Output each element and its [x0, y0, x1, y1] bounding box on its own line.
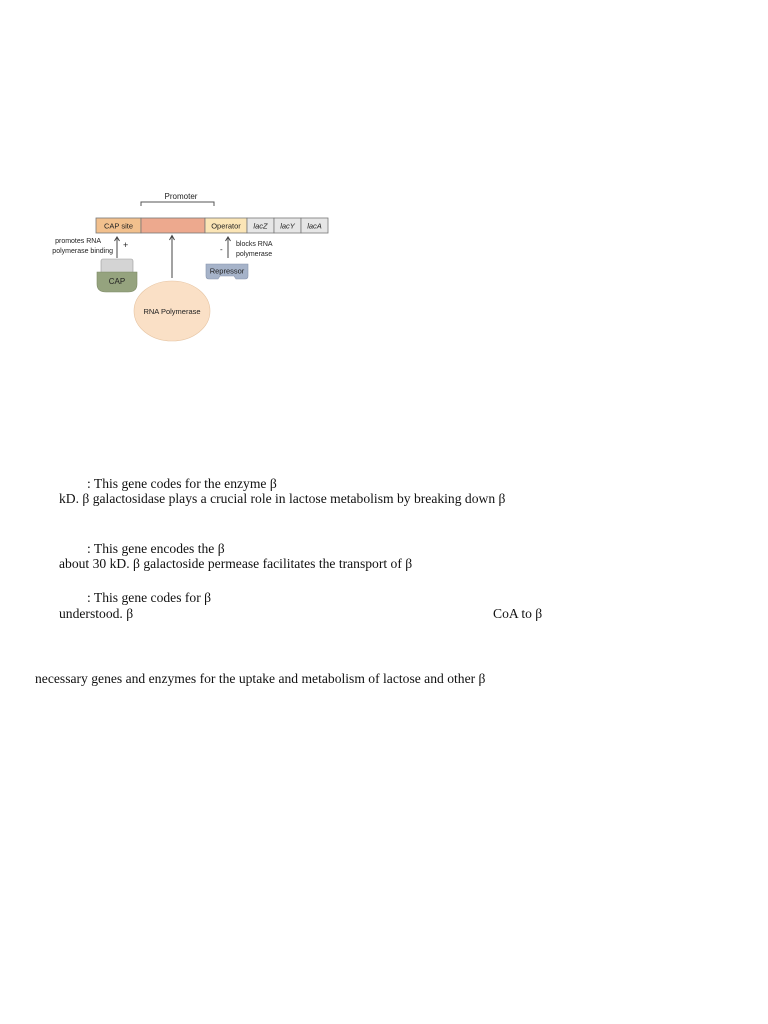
laca-label: lacA	[307, 221, 322, 231]
repressor-annotation-line-1: blocks RNA	[236, 241, 273, 248]
lacy-description: : This gene encodes the β	[87, 541, 225, 556]
promoter-bracket	[141, 202, 214, 206]
promoter-label: Promoter	[164, 192, 198, 201]
cap-label: CAP	[108, 277, 126, 286]
laca-description-fragment: CoA to β	[493, 606, 543, 621]
laca-description: : This gene codes for β	[87, 590, 212, 605]
promoter-segment	[141, 218, 205, 233]
lacz-label: lacZ	[253, 221, 268, 231]
lacz-description: : This gene codes for the enzyme β	[87, 476, 277, 491]
rna-polymerase-label: RNA Polymerase	[143, 307, 201, 316]
repressor-sign: -	[220, 245, 223, 254]
cap-site-label: CAP site	[103, 221, 134, 231]
laca-description-continued: understood. β	[59, 606, 134, 621]
operator-label: Operator	[211, 221, 241, 231]
repressor-annotation-line-2: polymerase	[236, 251, 273, 258]
cap-annotation-line-2: polymerase binding	[52, 248, 113, 255]
lacy-label: lacY	[280, 221, 295, 231]
cap-sign: +	[123, 240, 129, 250]
summary-line: necessary genes and enzymes for the uptake and metabolism of lactose and other β	[35, 671, 486, 686]
cap-annotation-line-1: promotes RNA	[55, 238, 101, 245]
lacy-description-continued: about 30 kD. β galactoside permease facilitates the transport of β	[59, 556, 413, 571]
lac-operon-diagram	[30, 188, 340, 348]
repressor-label: Repressor	[209, 266, 245, 276]
lacz-description-continued: kD. β galactosidase plays a crucial role in lactose metabolism by breaking down β	[59, 491, 506, 506]
lac-operon-svg	[30, 188, 340, 348]
